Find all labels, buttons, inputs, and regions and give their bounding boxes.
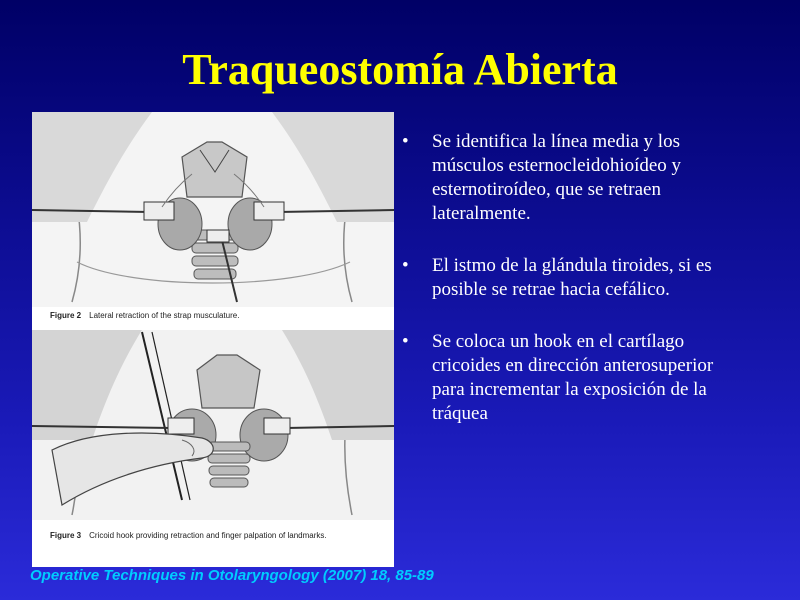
bullet-text: El istmo de la glándula tiroides, si es posible se retrae hacia cefálico.	[432, 255, 712, 300]
figure-3-label: Figure 3	[50, 531, 82, 540]
figure-2-caption-text: Lateral retraction of the strap musculature.	[89, 311, 240, 320]
figure-2-caption	[50, 311, 380, 321]
bullet-marker: •	[402, 131, 409, 152]
figure-2-illustration	[32, 112, 394, 307]
bullet-text: Se identifica la línea media y los músculos esternocleidohioídeo y esternotiroídeo, que se retraen lateralmente.	[432, 131, 682, 224]
slide-title: Traqueostomía Abierta	[182, 45, 618, 94]
bullet-item	[398, 330, 738, 426]
bullet-text: Se coloca un hook en el cartílago cricoides en dirección anterosuperior para incrementar la exposición de la tráquea	[432, 331, 714, 424]
bullet-marker: •	[402, 331, 409, 352]
bullet-item	[398, 130, 738, 226]
figure-3-illustration	[32, 330, 394, 520]
figure-panel	[32, 112, 394, 567]
figure-2-label: Figure 2	[50, 311, 82, 320]
figure-3-caption-text: Cricoid hook providing retraction and finger palpation of landmarks.	[89, 531, 327, 540]
bullet-marker: •	[402, 255, 409, 276]
bullet-item	[398, 254, 738, 302]
bullet-list	[398, 130, 738, 454]
reference-citation: Operative Techniques in Otolaryngology (2007) 18, 85-89	[30, 567, 434, 584]
figure-2	[32, 112, 394, 327]
figure-3-caption	[50, 531, 380, 541]
figure-3	[32, 330, 394, 567]
